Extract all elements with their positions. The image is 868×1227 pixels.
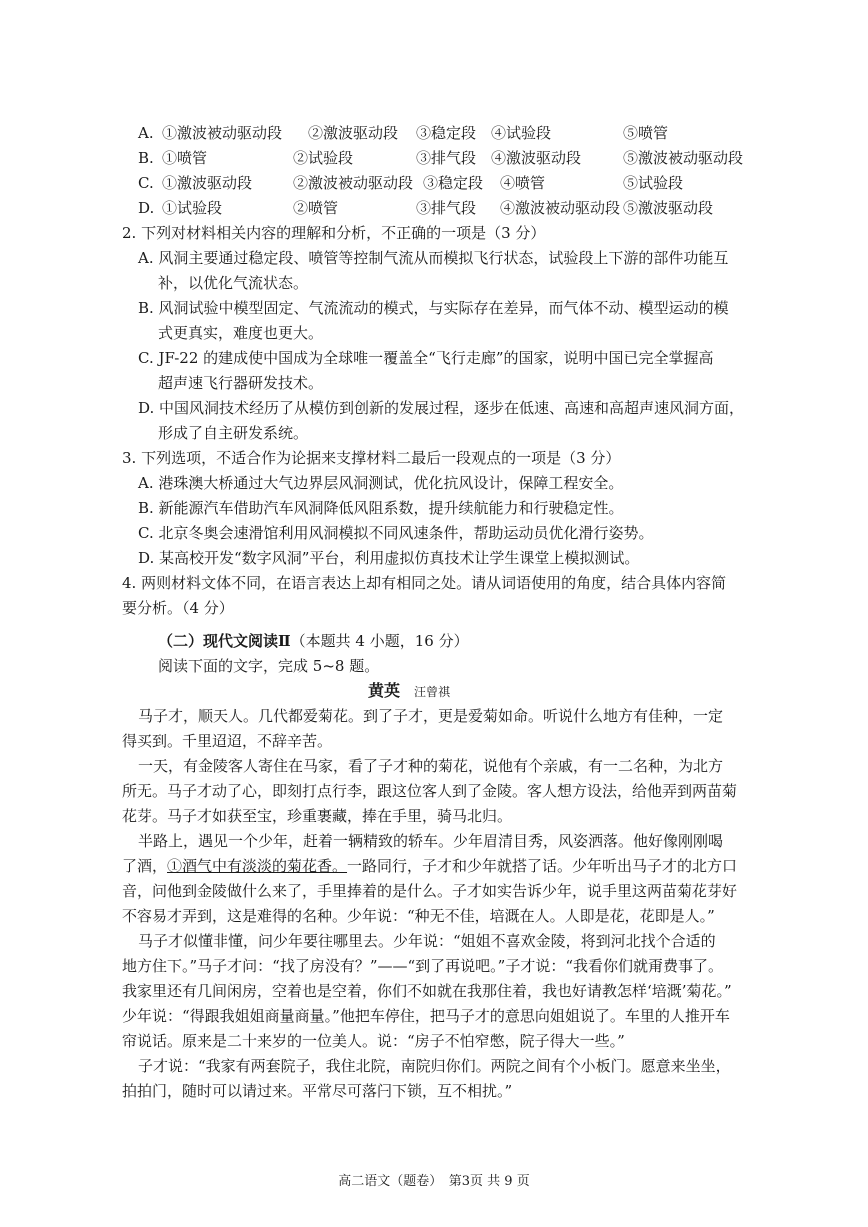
option-letter: A. [138,124,154,142]
option-item: ②喷管 [293,199,339,217]
q3-option-d: D. 某高校开发“数字风洞”平台，利用虚拟仿真技术让学生课堂上模拟测试。 [138,549,640,567]
article-line: 少年说：“得跟我姐姐商量商量。”他把车停住，把马子才的意思向姐姐说了。车里的人推开车 [122,1007,730,1025]
q3-stem: 3. 下列选项，不适合作为论据来支撑材料二最后一段观点的一项是（3 分） [122,449,621,467]
article-line: 半路上，遇见一个少年，赶着一辆精致的轿车。少年眉清目秀，风姿洒落。他好像刚刚喝 [138,832,724,850]
q2-option-a-cont: 补，以优化气流状态。 [158,274,309,292]
article-title-line [368,680,450,703]
article-author: 汪曾祺 [414,685,451,699]
article-line: 所无。马子才动了心，即刻打点行李，跟这位客人到了金陵。客人想方设法，给他弄到两苗菊 [122,782,738,800]
q2-option-b-cont: 式更真实，难度也更大。 [158,324,324,342]
option-item: ⑤试验段 [623,174,684,192]
article-line: 一天，有金陵客人寄住在马家，看了子才种的菊花，说他有个亲戚，有一二名种，为北方 [138,757,724,775]
option-item: ③稳定段 [423,174,484,192]
option-item: ②激波驱动段 [308,124,399,142]
option-item: ⑤激波被动驱动段 [623,149,744,167]
option-item: ①激波驱动段 [162,174,253,192]
option-item: ④激波被动驱动段 [500,199,621,217]
option-item: ④试验段 [491,124,552,142]
option-item: ③排气段 [416,149,477,167]
section-heading [158,630,469,652]
q3-option-c: C. 北京冬奥会速滑馆利用风洞模拟不同风速条件，帮助运动员优化滑行姿势。 [138,524,654,542]
q2-option-d-cont: 形成了自主研发系统。 [158,424,309,442]
article-line-annotated [122,855,737,877]
q4-stem-cont: 要分析。（4 分） [122,599,234,617]
q2-option-d: D. 中国风洞技术经历了从模仿到创新的发展过程，逐步在低速、高速和高超声速风洞方面， [138,399,745,417]
option-letter: D. [138,199,155,217]
q4-stem: 4. 两则材料文体不同，在语言表达上却有相同之处。请从词语使用的角度，结合具体内容简 [122,574,727,592]
page-footer: 高二语文（题卷） 第3页 共 9 页 [338,1174,530,1189]
option-item: ④激波驱动段 [491,149,582,167]
option-item: ④喷管 [500,174,546,192]
article-line: 花芽。马子才如获至宝，珍重裹藏，捧在手里，骑马北归。 [122,807,513,825]
article-line: 音，问他到金陵做什么来了，手里捧着的是什么。子才如实告诉少年，说手里这两苗菊花芽好 [122,882,738,900]
reading-instruction: 阅读下面的文字，完成 5~8 题。 [158,657,380,675]
article-line: 得买到。千里迢迢，不辞辛苦。 [122,732,333,750]
option-item: ⑤激波驱动段 [623,199,714,217]
article-line: 子才说：“我家有两套院子，我住北院，南院归你们。两院之间有个小板门。愿意来坐坐， [138,1057,731,1075]
q2-stem: 2. 下列对材料相关内容的理解和分析，不正确的一项是（3 分） [122,224,546,242]
option-item: ③排气段 [416,199,477,217]
option-letter: B. [138,149,154,167]
option-item: ①喷管 [162,149,208,167]
q3-option-a: A. 港珠澳大桥通过大气边界层风洞测试，优化抗风设计，保障工程安全。 [138,474,624,492]
q2-option-c-cont: 超声速飞行器研发技术。 [158,374,324,392]
option-item: ③稳定段 [416,124,477,142]
article-line: 不容易才弄到，这是难得的名种。少年说：“种无不佳，培溉在人。人即是花，花即是人。” [122,907,715,925]
q2-option-b: B. 风洞试验中模型固定、气流流动的模式，与实际存在差异，而气体不动、模型运动的模 [138,299,729,317]
q2-option-c: C. JF-22 的建成使中国成为全球唯一覆盖全“飞行走廊”的国家，说明中国已完全掌握高 [138,349,714,367]
q3-option-b: B. 新能源汽车借助汽车风洞降低风阻系数，提升续航能力和行驶稳定性。 [138,499,624,517]
option-item: ②激波被动驱动段 [293,174,414,192]
section-title: （二）现代文阅读Ⅱ [158,632,291,650]
article-line: 马子才，顺天人。几代都爱菊花。到了子才，更是爱菊如命。听说什么地方有佳种，一定 [138,707,724,725]
article-line: 帘说话。原来是二十来岁的一位美人。说：“房子不怕窄憋，院子得大一些。” [122,1032,625,1050]
option-item: ⑤喷管 [623,124,669,142]
article-text: 一路同行，子才和少年就搭了话。少年听出马子才的北方口 [347,857,738,875]
article-line: 我家里还有几间闲房，空着也是空着，你们不如就在我那住着，我也好请教怎样‘培溉’菊花。” [122,982,732,1000]
article-line: 马子才似懂非懂，问少年要往哪里去。少年说：“姐姐不喜欢金陵，将到河北找个合适的 [138,932,716,950]
article-line: 地方住下。”马子才问：“找了房没有？”——“到了再说吧。”子才说：“我看你们就甭费事了。 [122,957,724,975]
q2-option-a: A. 风洞主要通过稳定段、喷管等控制气流从而模拟飞行状态，试验段上下游的部件功能互 [138,249,729,267]
option-item: ②试验段 [293,149,354,167]
section-note: （本题共 4 小题，16 分） [290,632,469,650]
article-line: 拍拍门，随时可以请过来。平常尽可落闩下锁，互不相扰。” [122,1082,513,1100]
option-item: ①激波被动驱动段 [162,124,283,142]
underlined-sentence-1: ①酒气中有淡淡的菊花香。 [167,857,348,875]
option-item: ①试验段 [162,199,223,217]
option-letter: C. [138,174,154,192]
article-title: 黄英 [368,681,401,700]
article-text: 了酒， [122,857,168,875]
